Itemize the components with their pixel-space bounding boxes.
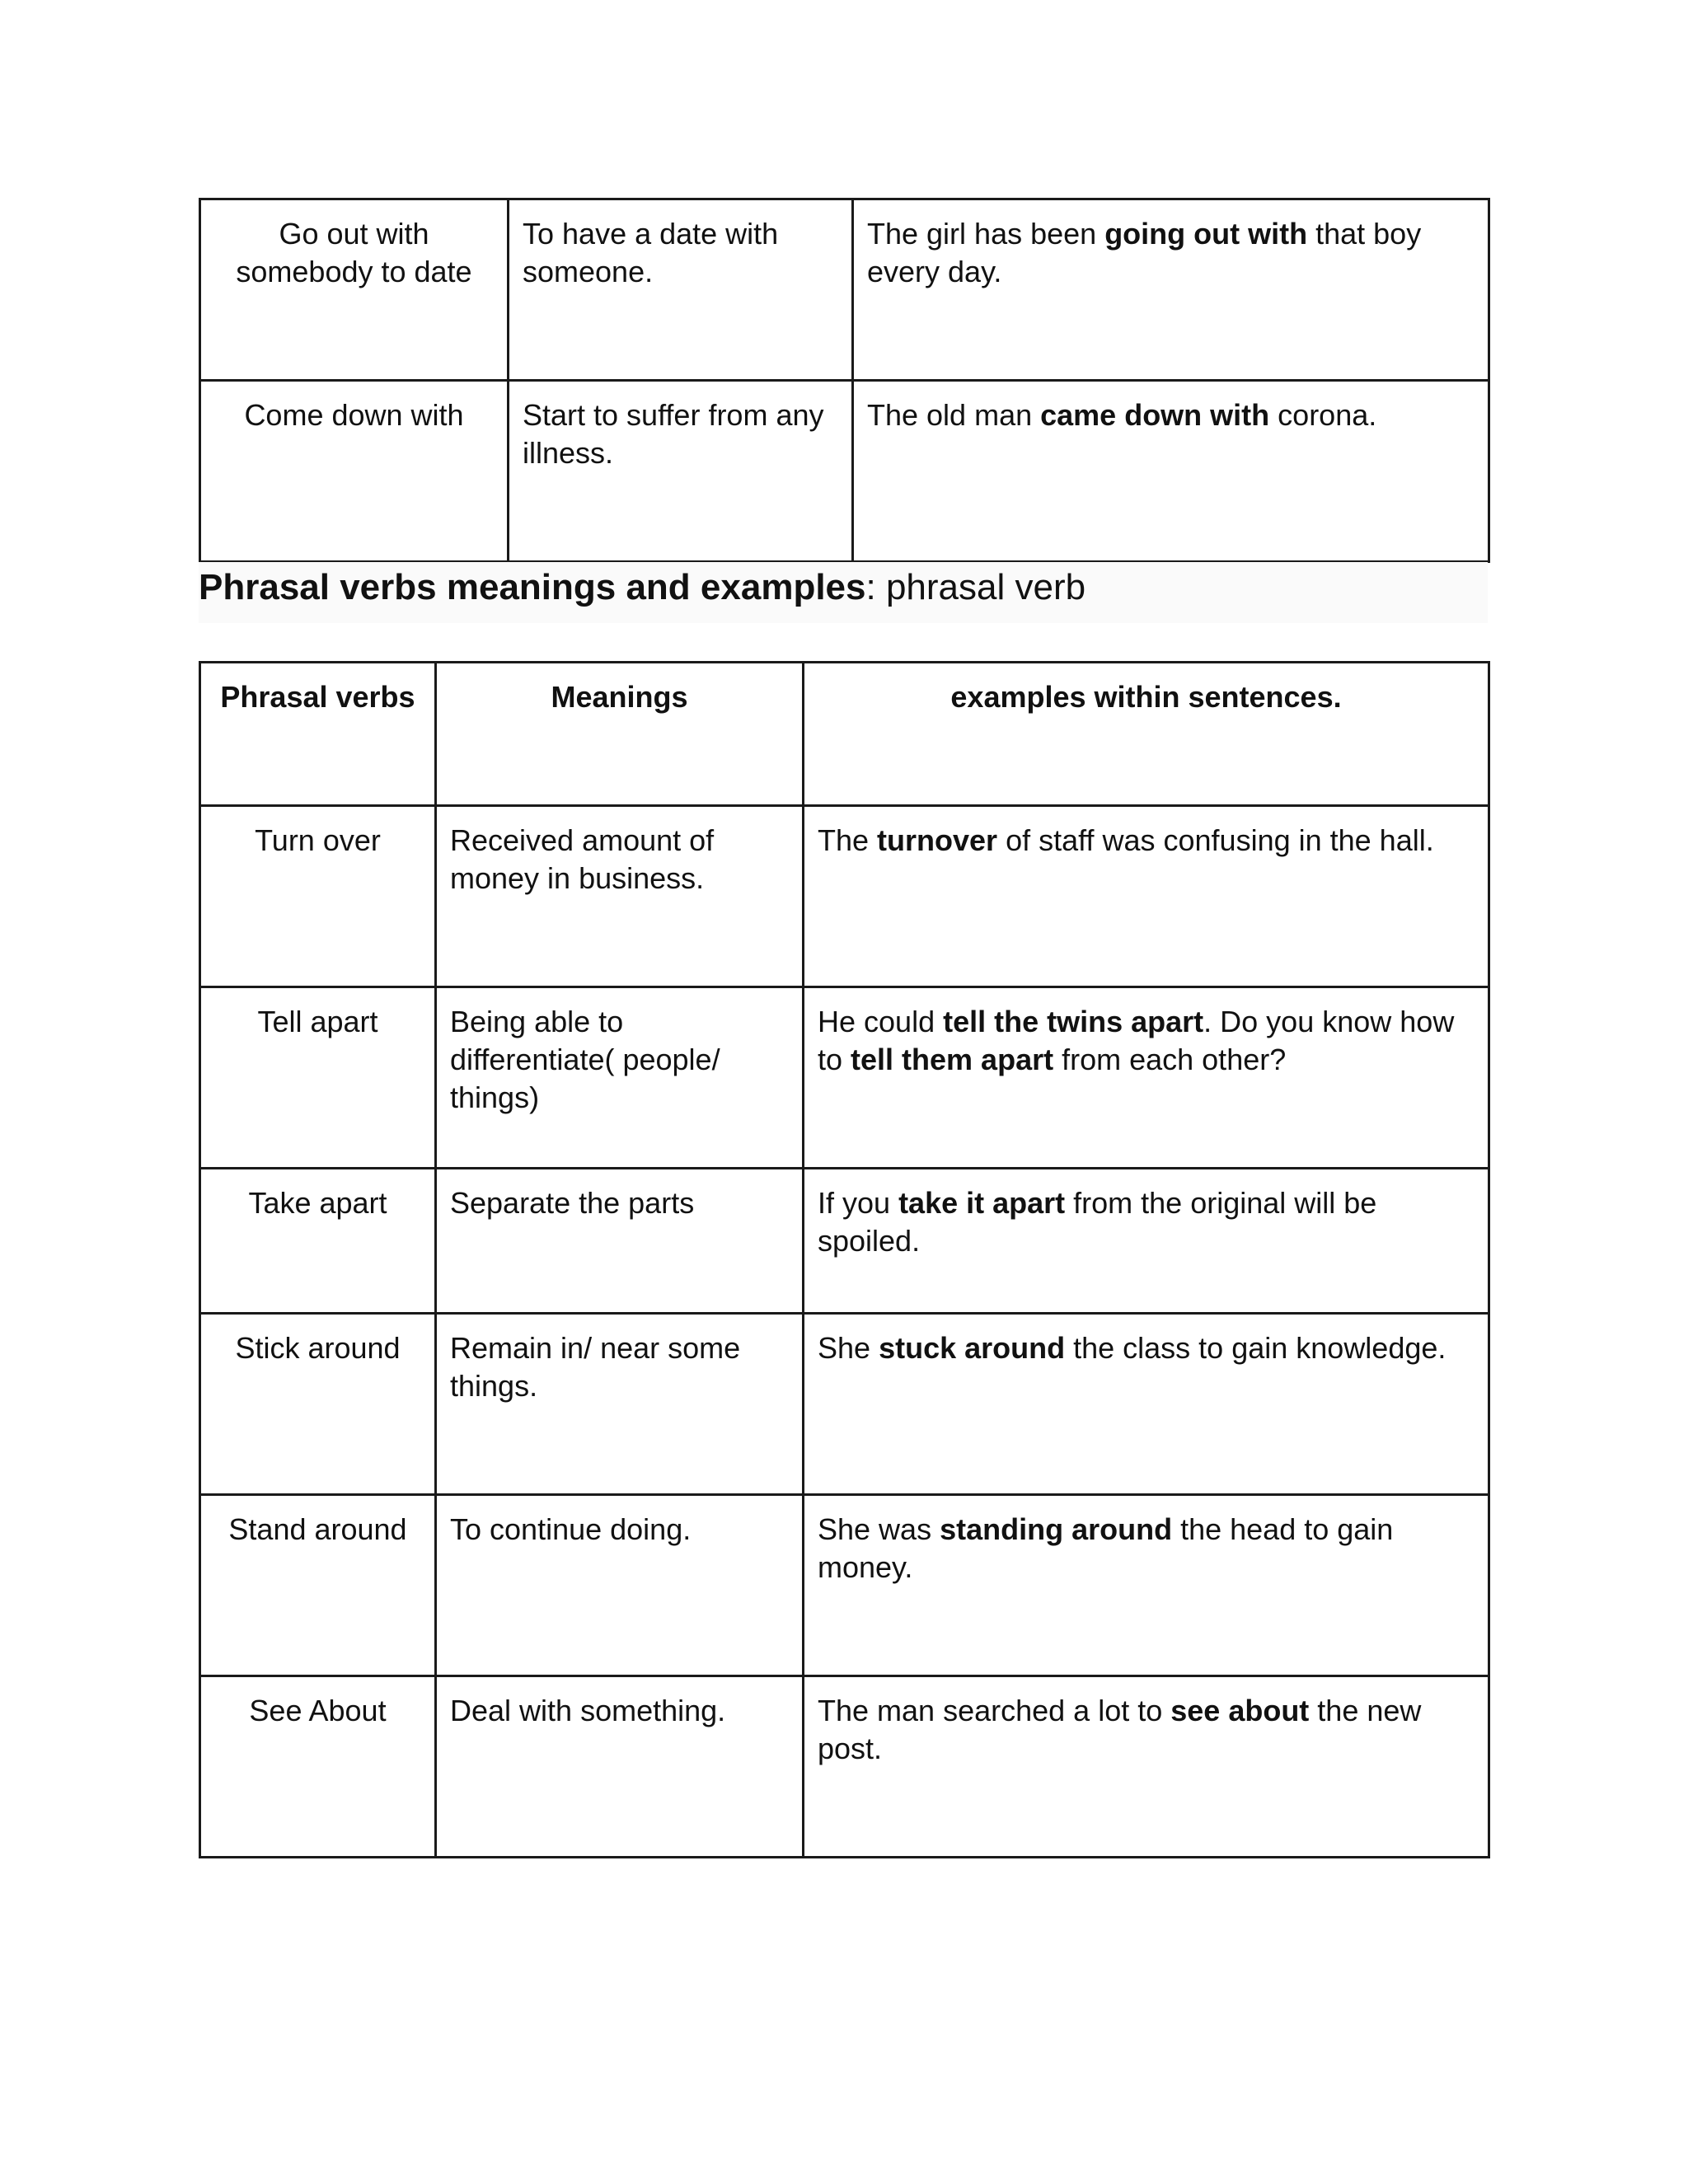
highlighted-phrase: came down with (1040, 398, 1270, 432)
example-cell: He could tell the twins apart. Do you know how to tell them apart from each other? (804, 987, 1489, 1169)
highlighted-phrase: going out with (1104, 217, 1308, 251)
phrasal-verb-cell: Come down with (200, 381, 509, 562)
meaning-cell: Deal with something. (436, 1676, 804, 1858)
phrasal-verb-cell: Stand around (200, 1495, 436, 1676)
meaning-cell: Received amount of money in business. (436, 806, 804, 987)
meaning-cell: Start to suffer from any illness. (509, 381, 853, 562)
example-cell: The girl has been going out with that boy every day. (853, 199, 1489, 381)
table-row (200, 199, 1489, 381)
example-cell: The old man came down with corona. (853, 381, 1489, 562)
table-row (200, 1314, 1489, 1495)
example-cell: The man searched a lot to see about the new post. (804, 1676, 1489, 1858)
highlighted-phrase: stuck around (879, 1331, 1066, 1365)
table-header-row (200, 663, 1489, 806)
meaning-cell: Separate the parts (436, 1169, 804, 1314)
meaning-cell: To have a date with someone. (509, 199, 853, 381)
meaning-cell: To continue doing. (436, 1495, 804, 1676)
phrasal-verb-cell: See About (200, 1676, 436, 1858)
table-row (200, 1495, 1489, 1676)
phrasal-verb-cell: Go out with somebody to date (200, 199, 509, 381)
column-header-examples: examples within sentences. (804, 663, 1489, 806)
phrasal-verbs-table (199, 661, 1490, 1858)
example-cell: If you take it apart from the original will be spoiled. (804, 1169, 1489, 1314)
phrasal-verb-cell: Turn over (200, 806, 436, 987)
meaning-cell: Remain in/ near some things. (436, 1314, 804, 1495)
meaning-cell: Being able to differentiate( people/ things) (436, 987, 804, 1169)
table-row (200, 1169, 1489, 1314)
section-heading-rest: : phrasal verb (865, 567, 1086, 607)
column-header-meanings: Meanings (436, 663, 804, 806)
highlighted-phrase: tell them apart (851, 1043, 1054, 1076)
table-row (200, 1676, 1489, 1858)
table-row (200, 381, 1489, 562)
highlighted-phrase: take it apart (898, 1186, 1066, 1220)
highlighted-phrase: turnover (877, 823, 998, 857)
highlighted-phrase: tell the twins apart (943, 1005, 1204, 1038)
phrasal-verb-cell: Tell apart (200, 987, 436, 1169)
table-row (200, 987, 1489, 1169)
column-header-phrasal-verbs: Phrasal verbs (200, 663, 436, 806)
example-cell: She stuck around the class to gain knowledge. (804, 1314, 1489, 1495)
highlighted-phrase: standing around (940, 1512, 1173, 1546)
phrasal-verb-cell: Stick around (200, 1314, 436, 1495)
top-phrasal-verbs-table (199, 198, 1490, 563)
section-heading-bold: Phrasal verbs meanings and examples (199, 567, 866, 607)
phrasal-verb-cell: Take apart (200, 1169, 436, 1314)
highlighted-phrase: see about (1170, 1694, 1310, 1727)
table-row (200, 806, 1489, 987)
example-cell: She was standing around the head to gain money. (804, 1495, 1489, 1676)
section-heading (199, 562, 1488, 623)
example-cell: The turnover of staff was confusing in the hall. (804, 806, 1489, 987)
